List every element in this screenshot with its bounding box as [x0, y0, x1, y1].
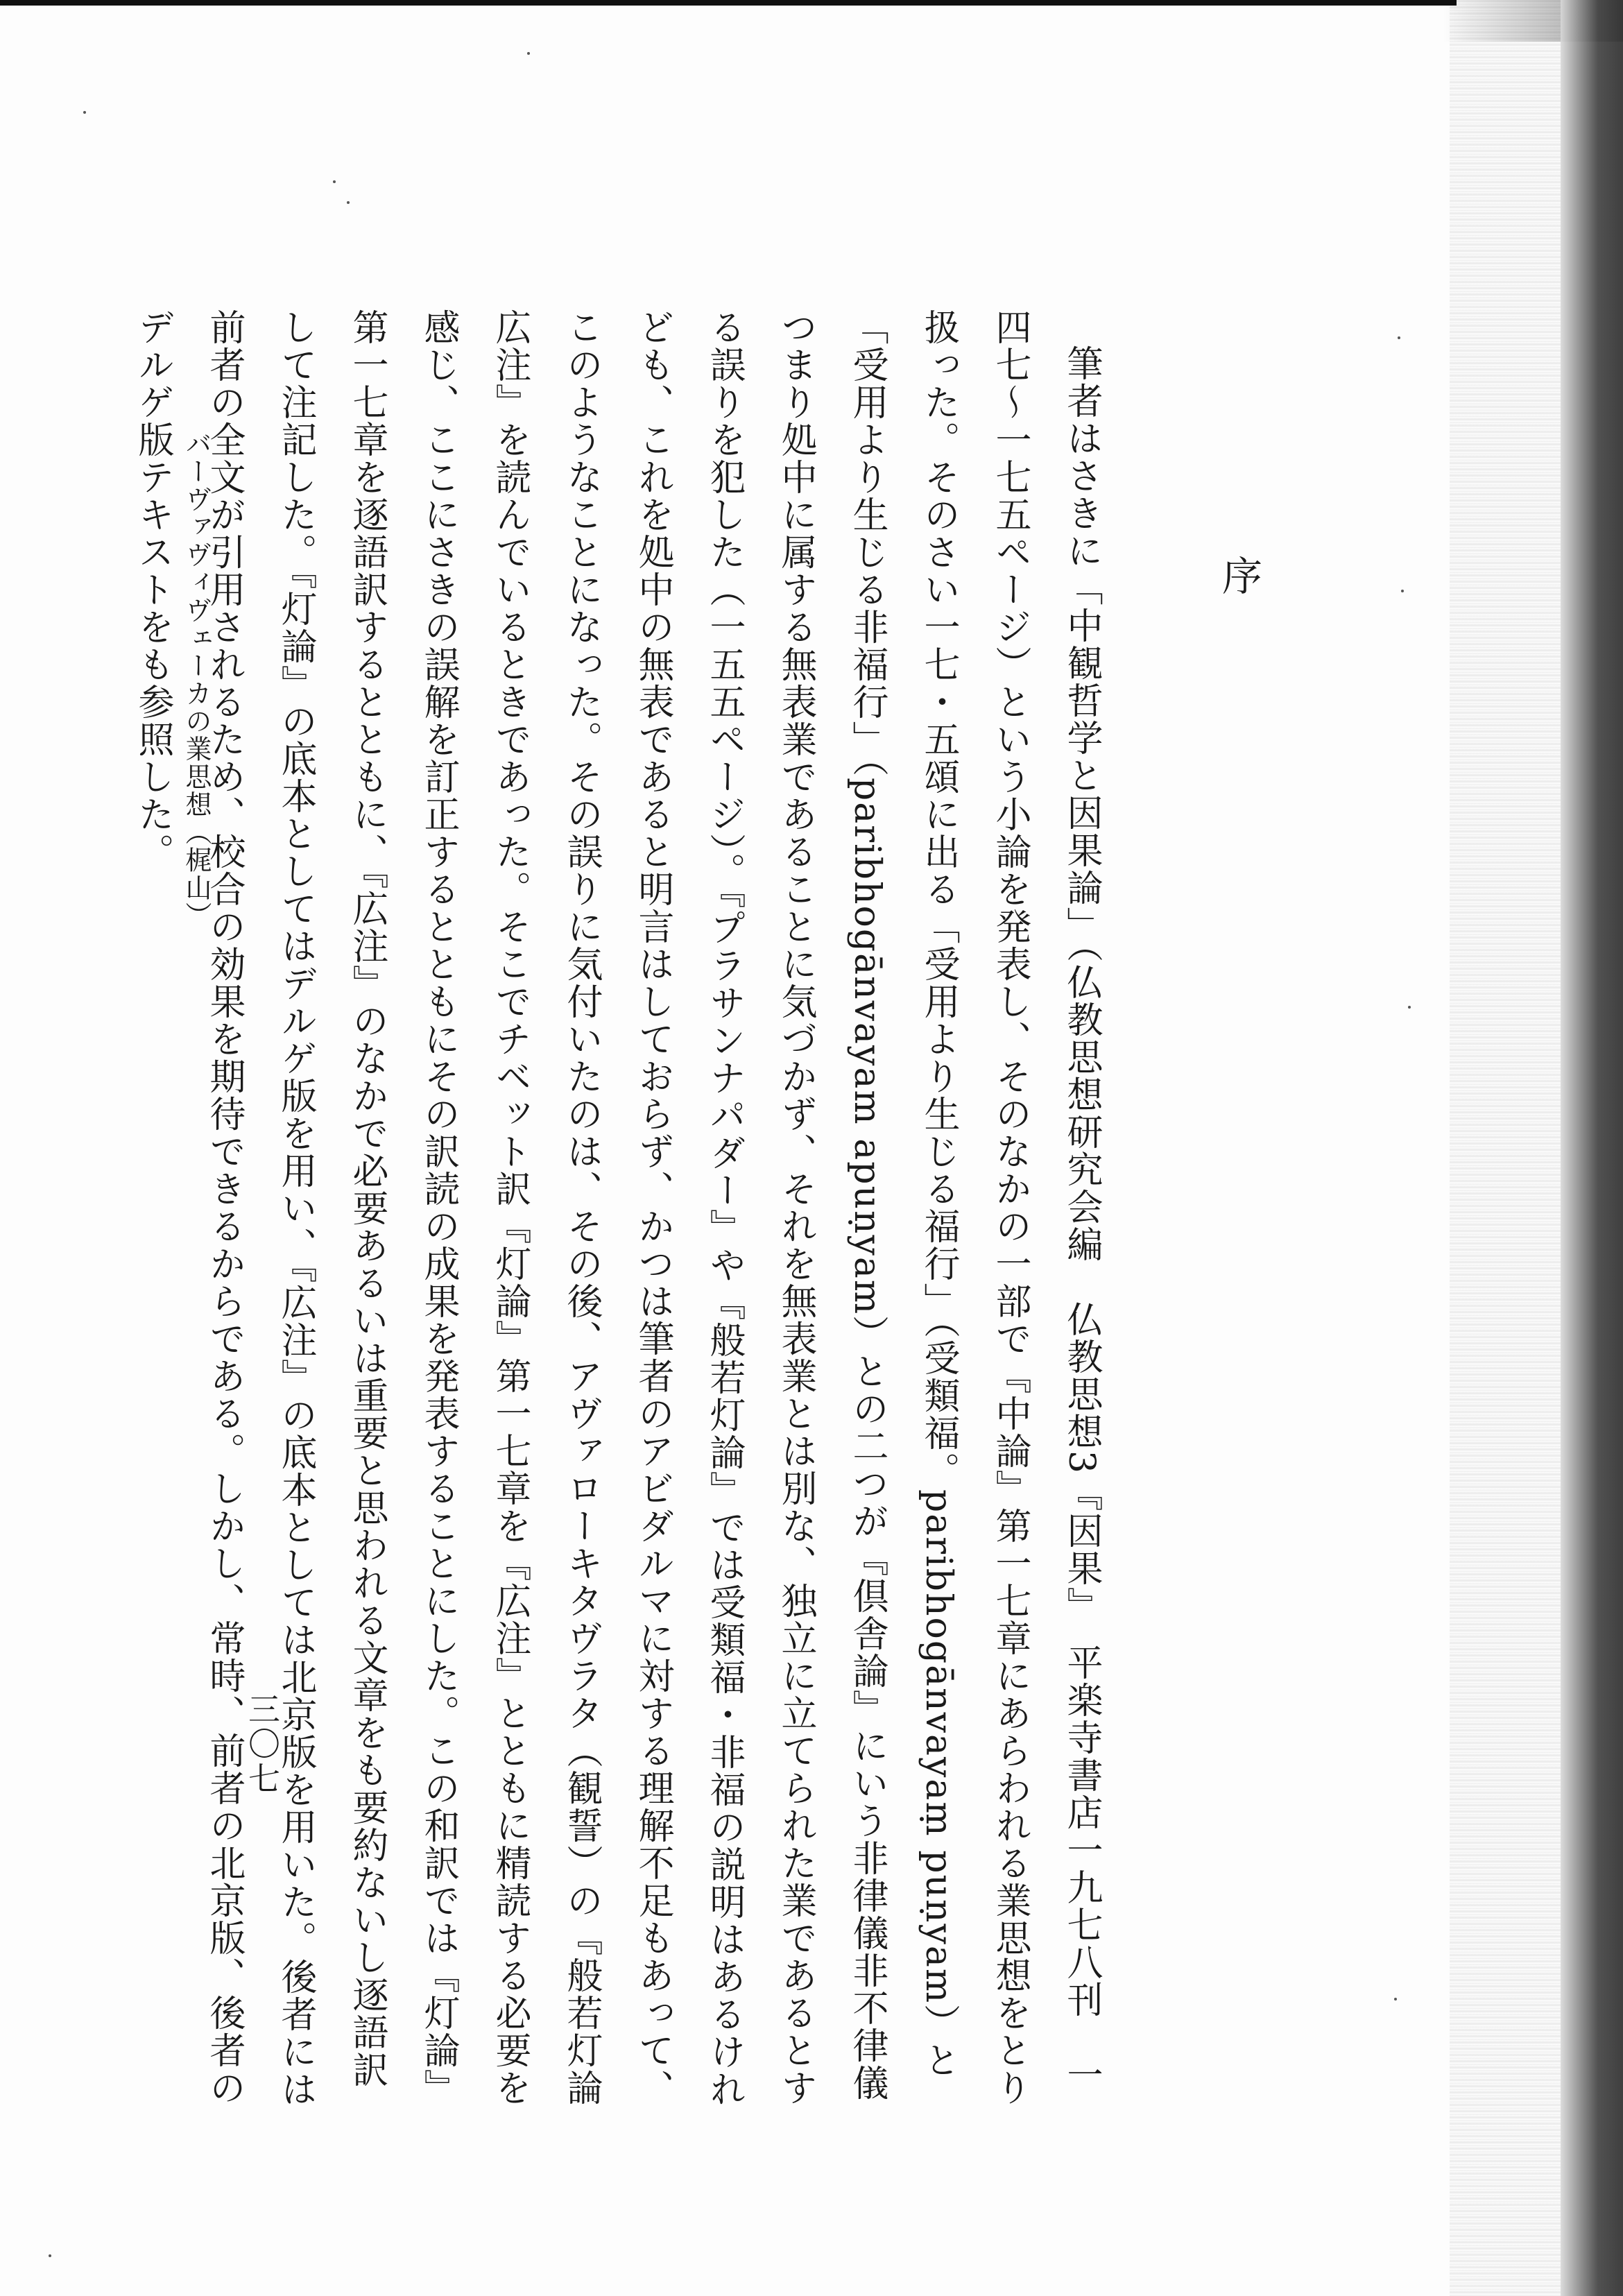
scan-top-edge	[0, 0, 1457, 6]
scan-speck	[1394, 1998, 1397, 2001]
scan-gutter-noise	[1450, 0, 1561, 2296]
running-footer: バーヴァヴィヴェーカの業思想（梶山）	[181, 430, 212, 929]
scan-speck	[1401, 590, 1404, 592]
preface-heading: 序	[1215, 555, 1262, 598]
scan-speck	[1398, 336, 1400, 339]
body-paragraph: 筆者はさきに「中観哲学と因果論」（仏教思想研究会編 仏教思想3『因果』 平楽寺書店一九七八刊 一四七〜一七五ページ）という小論を発表し、そのなかの一部で『中論』第一七章にあらわれる業思想をとり扱った。そのさい一七・五頌に出る「受用より生じる福行」（受類福。paribhogānvayaṃ puṇyam）と「受用より生じる非福行」（paribhogānvayam apuṇyam）との二つが『倶舎論』にいう非律儀非不律儀つまり処中に属する無表業であることに気づかず、それを無表業とは別な、独立に立てられた業であるとする誤りを犯した（一五五ページ）。『プラサンナパダー』や『般若灯論』では受類福・非福の説明はあるけれども、これを処中の無表であると明言はしておらず、かつは筆者のアビダルマに対する理解不足もあって、このようなことになった。その誤りに気付いたのは、その後、アヴァローキタヴラタ（観誓）の『般若灯論広注』を読んでいるときであった。そこでチベット訳『灯論』第一七章を『広注』とともに精読する必要を感じ、ここにさきの誤解を訂正するとともにその訳読の成果を発表することにした。この和訳では『灯論』第一七章を逐語訳するとともに、『広注』のなかで必要あるいは重要と思われる文章をも要約ないし逐語訳して注記した。『灯論』の底本としてはデルゲ版を用い、『広注』の底本としては北京版を用いた。後者には前者の全文が引用されるため、校合の効果を期待できるからである。しかし、常時、前者の北京版、後者のデルゲ版テキストをも参照した。	[132, 309, 1102, 2108]
scan-speck	[347, 201, 350, 204]
scan-speck	[527, 52, 530, 55]
scan-speck	[83, 111, 86, 114]
scan-speck	[49, 2254, 51, 2257]
scan-binding-shadow	[1561, 0, 1623, 2296]
scan-speck	[1408, 1006, 1411, 1009]
scan-speck	[333, 180, 336, 183]
preface-body	[117, 309, 1117, 2112]
page-number: 三〇七	[243, 1693, 281, 1797]
